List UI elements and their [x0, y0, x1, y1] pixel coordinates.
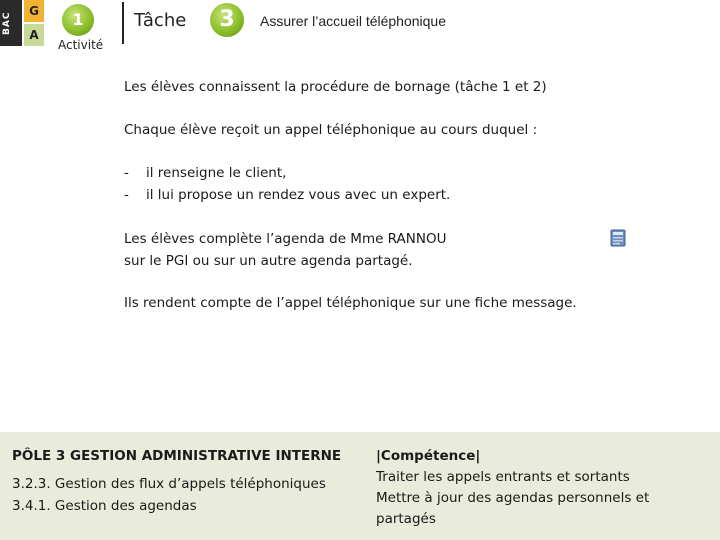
paragraph-procedure: Les élèves connaissent la procédure de bornage (tâche 1 et 2)	[124, 79, 547, 95]
list-dash: -	[124, 165, 129, 181]
agenda-file-icon[interactable]	[608, 228, 628, 248]
competence-item: Traiter les appels entrants et sortants	[376, 469, 630, 485]
logo-bar	[0, 0, 22, 46]
paragraph-appel: Chaque élève reçoit un appel téléphonique au cours duquel :	[124, 122, 538, 138]
pole-item: 3.4.1. Gestion des agendas	[12, 498, 197, 514]
footer-pole	[12, 445, 341, 517]
pole-title: PÔLE 3 GESTION ADMINISTRATIVE INTERNE	[12, 448, 342, 464]
competence-item: Mettre à jour des agendas personnels et partagés	[376, 490, 650, 527]
footer-competence	[376, 446, 706, 530]
page-title: Assurer l’accueil téléphonique	[260, 13, 446, 29]
logo-bac-text: BAC	[2, 11, 12, 35]
paragraph-compte-rendu: Ils rendent compte de l’appel téléphonique sur une fiche message.	[124, 295, 577, 311]
bac-ga-logo	[0, 0, 46, 46]
task-number-badge: 3	[210, 3, 244, 37]
logo-g-text: G	[24, 0, 44, 22]
paragraph-agenda-line1: Les élèves complète l’agenda de Mme RANNOU	[124, 231, 447, 247]
activity-label: Activité	[58, 38, 104, 52]
list-item-text: il lui propose un rendez vous avec un expert.	[146, 187, 451, 203]
task-label: Tâche	[134, 10, 187, 31]
paragraph-agenda-line2: sur le PGI ou sur un autre agenda partagé.	[124, 253, 413, 269]
header-divider	[122, 2, 124, 44]
task-list	[124, 162, 450, 206]
logo-a-text: A	[24, 24, 44, 46]
pole-item: 3.2.3. Gestion des flux d’appels téléphoniques	[12, 476, 326, 492]
list-item	[124, 184, 450, 206]
list-item-text: il renseigne le client,	[146, 165, 287, 181]
list-dash: -	[124, 187, 129, 203]
activity-number-badge: 1	[62, 4, 94, 36]
list-item	[124, 162, 450, 184]
competence-title: |Compétence|	[376, 448, 481, 464]
paragraph-agenda	[124, 228, 446, 272]
